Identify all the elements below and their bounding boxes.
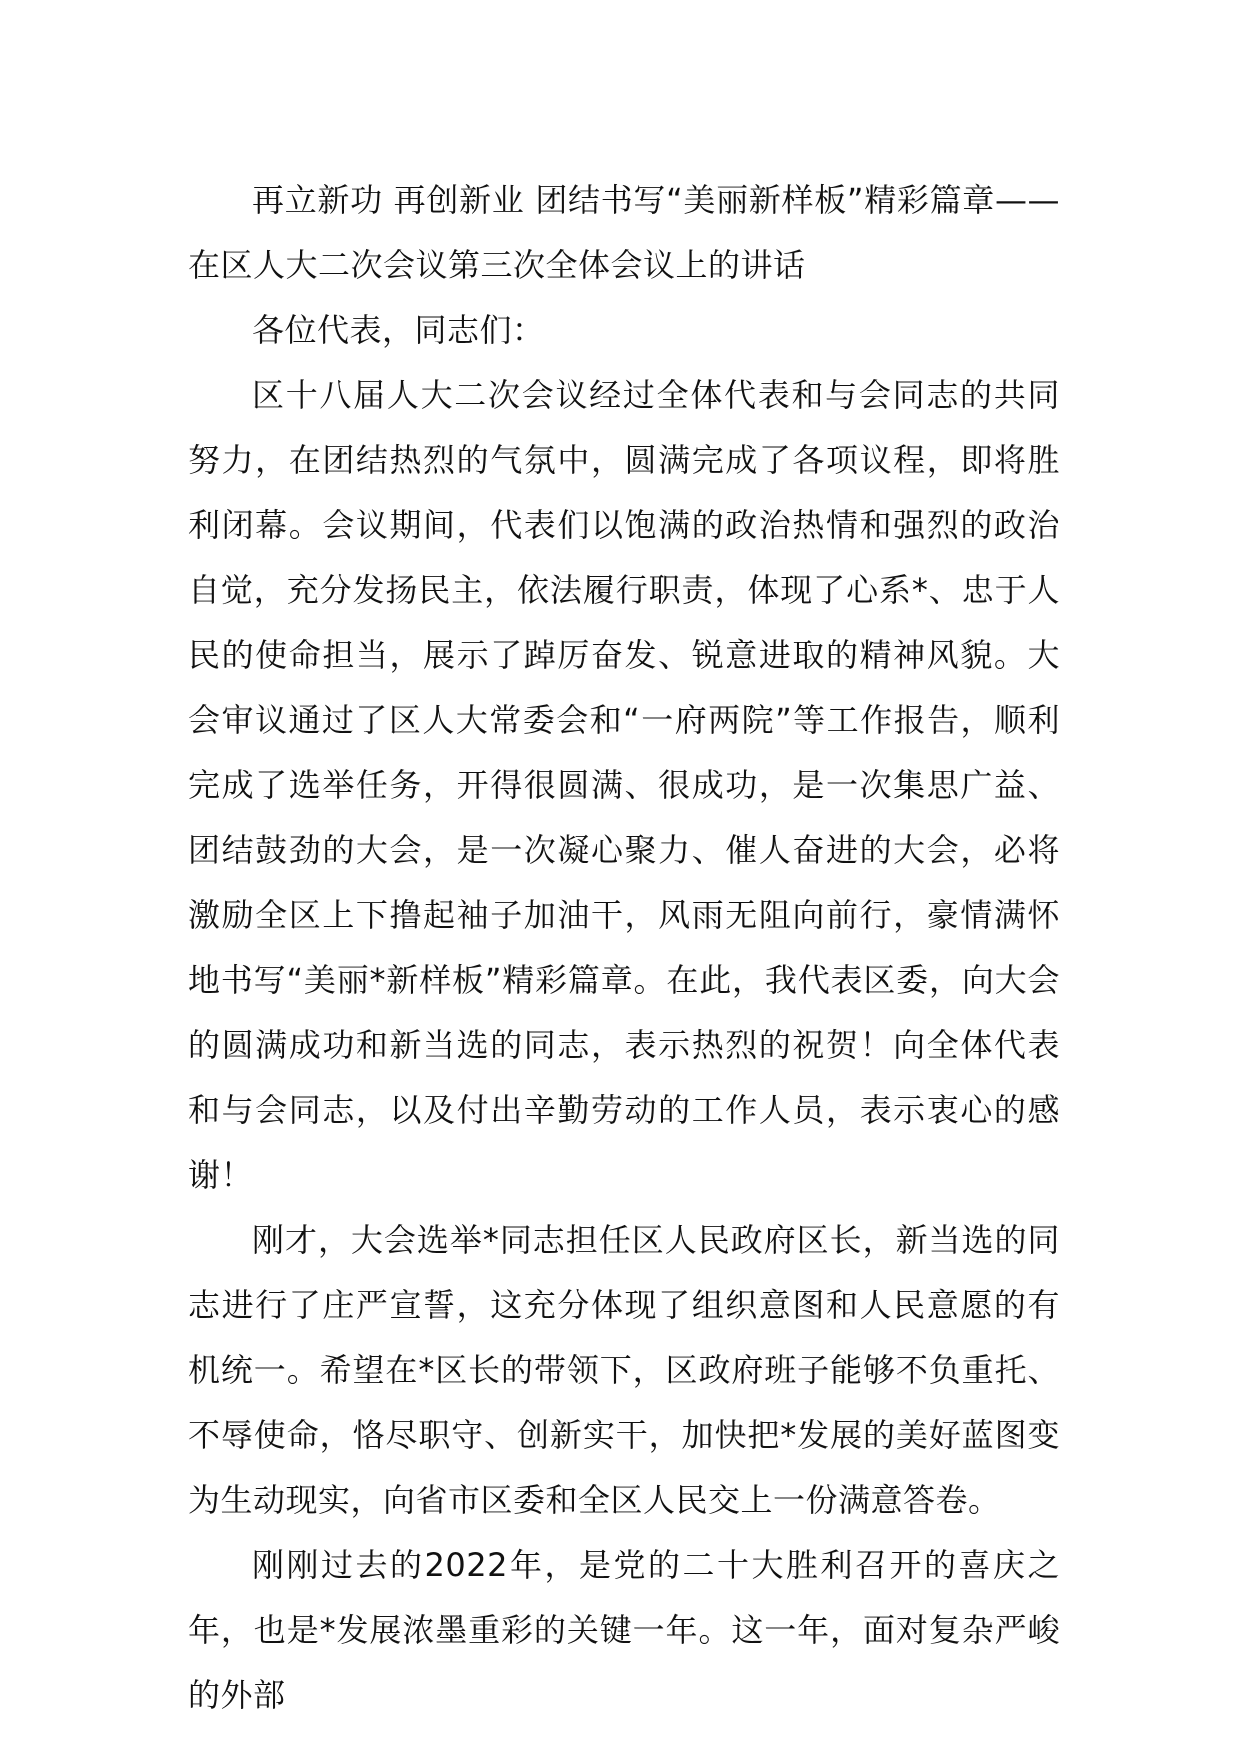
document-title: 再立新功 再创新业 团结书写“美丽新样板”精彩篇章——在区人大二次会议第三次全体会议上的讲话 <box>188 181 1060 284</box>
body-paragraph: 刚才，大会选举*同志担任区人民政府区长，新当选的同志进行了庄严宣誓，这充分体现了组织意图和人民意愿的有机统一。希望在*区长的带领下，区政府班子能够不负重托、不辱使命，恪尽职守、创新实干，加快把*发展的美好蓝图变为生动现实，向省市区委和全区人民交上一份满意答卷。 <box>188 1221 1060 1519</box>
document-page <box>188 168 1060 1728</box>
body-paragraph: 刚刚过去的2022年，是党的二十大胜利召开的喜庆之年，也是*发展浓墨重彩的关键一年。这一年，面对复杂严峻的外部 <box>188 1546 1060 1714</box>
salutation: 各位代表，同志们： <box>252 311 545 349</box>
body-paragraph: 区十八届人大二次会议经过全体代表和与会同志的共同努力，在团结热烈的气氛中，圆满完成了各项议程，即将胜利闭幕。会议期间，代表们以饱满的政治热情和强烈的政治自觉，充分发扬民主，依法履行职责，体现了心系*、忠于人民的使命担当，展示了踔厉奋发、锐意进取的精神风貌。大会审议通过了区人大常委会和“一府两院”等工作报告，顺利完成了选举任务，开得很圆满、很成功，是一次集思广益、团结鼓劲的大会，是一次凝心聚力、催人奋进的大会，必将激励全区上下撸起袖子加油干，风雨无阻向前行，豪情满怀地书写“美丽*新样板”精彩篇章。在此，我代表区委，向大会的圆满成功和新当选的同志，表示热烈的祝贺！向全体代表和与会同志，以及付出辛勤劳动的工作人员，表示衷心的感谢！ <box>188 376 1060 1194</box>
